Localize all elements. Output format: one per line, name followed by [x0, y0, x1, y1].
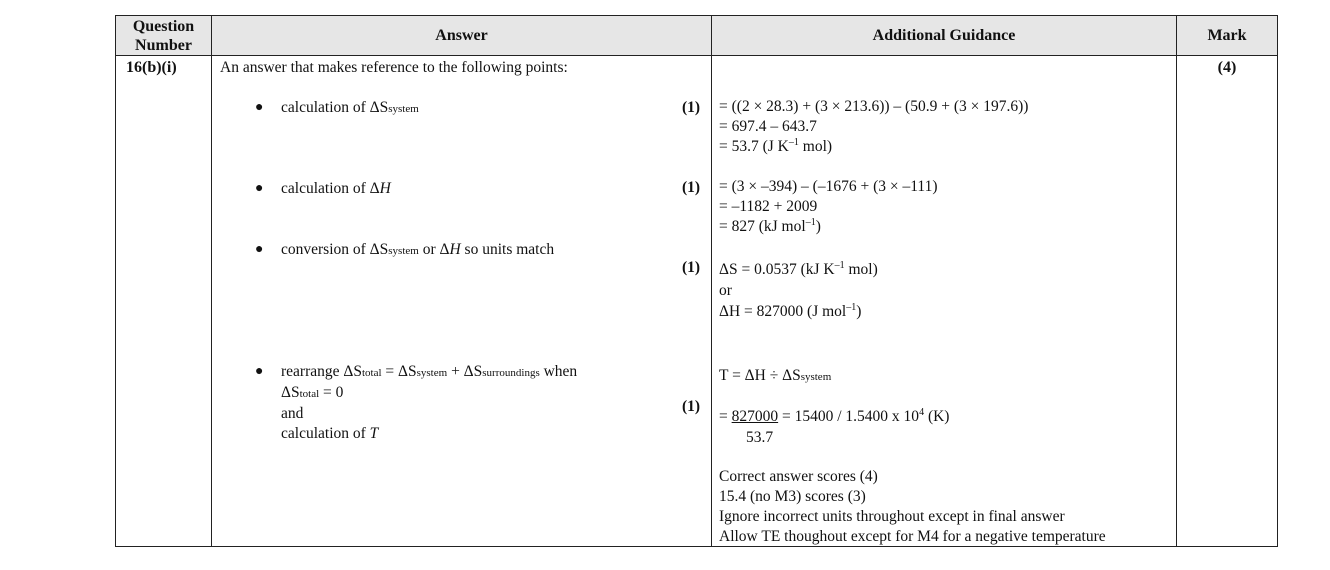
header-mark: Mark	[1207, 27, 1247, 44]
note-1: Correct answer scores (4)	[719, 468, 878, 485]
point-1-text: calculation of ΔSsystem	[281, 99, 419, 116]
column-divider-3	[1176, 15, 1177, 547]
point-2-text: calculation of ΔH	[281, 180, 391, 197]
point-2-guidance: = (3 × –394) – (–1676 + (3 × –111) = –1182 + 2009 = 827 (kJ mol$^{-1}$)	[719, 178, 938, 235]
point-4-calc-denominator: 53.7	[746, 429, 774, 446]
point-4-calc: = 827000 = 15400 / 1.5400 x $10^4$ (K)	[719, 406, 950, 425]
note-4: Allow TE thoughout except for M4 for a negative temperature	[719, 528, 1106, 545]
bullet-1: ●	[255, 100, 264, 115]
point-3-guidance: ΔS = 0.0537 (kJ $K^{-1}$ mol) or ΔH = 827000 (J mol$^{-1}$)	[719, 259, 878, 320]
answer-intro: An answer that makes reference to the following points:	[220, 59, 568, 76]
guidance-notes	[719, 467, 1106, 547]
table-border-top	[115, 15, 1278, 16]
note-2: 15.4 (no M3) scores (3)	[719, 488, 866, 505]
header-divider	[115, 55, 1278, 56]
total-mark: (4)	[1217, 59, 1237, 76]
point-2-mark: (1)	[682, 179, 701, 196]
point-4-mark: (1)	[682, 398, 701, 415]
column-divider-2	[711, 15, 712, 547]
bullet-2: ●	[255, 181, 264, 196]
question-number: 16(b)(i)	[126, 59, 177, 76]
point-3-text: conversion of ΔSsystem or ΔH so units match	[281, 241, 555, 258]
point-4-formula: T = ΔH ÷ ΔSsystem	[719, 367, 832, 384]
bullet-4: ●	[255, 364, 264, 379]
point-1-guidance: = ((2 × 28.3) + (3 × 213.6)) – (50.9 + (3 × 197.6)) = 697.4 – 643.7 = 53.7 (J $K^{-1}$ mol)	[719, 98, 1029, 155]
bullet-3: ●	[255, 242, 264, 257]
note-3: Ignore incorrect units throughout except in final answer	[719, 508, 1065, 525]
point-4-text: rearrange ΔStotal = ΔSsystem + ΔSsurroundings when ΔStotal = 0 and calculation of T	[281, 363, 578, 442]
column-divider-1	[211, 15, 212, 547]
table-border-right	[1277, 15, 1278, 547]
point-1-mark: (1)	[682, 99, 701, 116]
point-3-mark: (1)	[682, 259, 701, 276]
header-answer: Answer	[435, 27, 488, 44]
header-question-number: Question Number	[132, 18, 195, 54]
header-guidance: Additional Guidance	[872, 27, 1016, 44]
table-border-left	[115, 15, 116, 547]
